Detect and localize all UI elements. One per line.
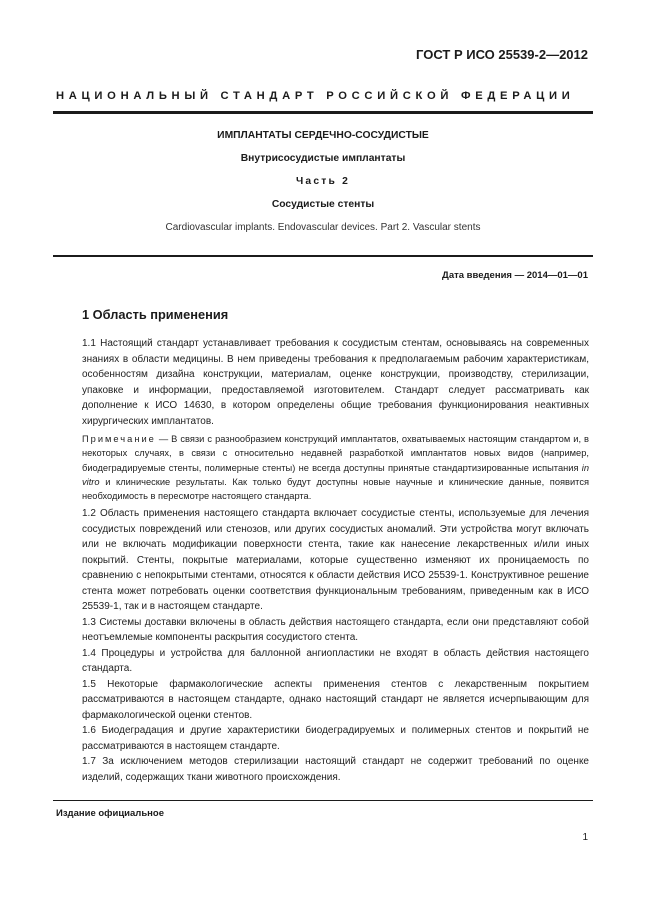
title-sub: Внутрисосудистые имплантаты	[240, 153, 406, 164]
title-english: Cardiovascular implants. Endovascular devices. Part 2. Vascular stents	[165, 222, 481, 233]
paragraph-1-2: 1.2 Область применения настоящего стандарта включает сосудистые стенты, используемые для лечения сосудистых повреждений или стенозов, или других сосудистых аномалий. Эти устройства могут включать или не включать модификации поверхности стента, такие как нанесение лекарственных и/или иных покрытий. Стенты, покрытые материалами, которые существенно изменяют их проницаемость по сравнению с непокрытыми стентами, относятся к области действия ИСО 25539-1. Конструктивное решение стента может потребовать оценки соответствия функциональным требованиям, приведенным как в ИСО 25539-1, так и в настоящем стандарте.	[82, 508, 589, 613]
paragraph-1-7: 1.7 За исключением методов стерилизации настоящий стандарт не содержит требований по оценке изделий, содержащих ткани животного происхождения.	[82, 756, 589, 783]
paragraph-1-1	[82, 336, 589, 429]
publication-label: Издание официальное	[56, 808, 164, 819]
date-of-introduction: Дата введения — 2014—01—01	[442, 270, 588, 281]
header-rule	[53, 111, 593, 114]
section-heading: 1 Область применения	[82, 307, 229, 322]
note-italic: in vitro	[82, 462, 589, 487]
paragraph-1-5: 1.5 Некоторые фармакологические аспекты применения стентов с лекарственным покрытием рассматриваются в настоящем стандарте, однако настоящий стандарт не является исчерпывающим для фармакологической оценки стентов.	[82, 678, 589, 721]
paragraph-1-4: 1.4 Процедуры и устройства для баллонной ангиопластики не входят в область действия настоящего стандарта.	[82, 647, 589, 675]
standard-code: ГОСТ Р ИСО 25539-2—2012	[416, 47, 588, 62]
note	[82, 432, 589, 503]
paragraph-1-1-text: 1.1 Настоящий стандарт устанавливает требования к сосудистым стентам, основываясь на современных знаниях в области медицины. В нем приведены требования к предполагаемым рабочим характеристикам, особенностям дизайна конструкции, материалам, оценке конструкции, производству, стерилизации, упаковке и информации, предоставляемой изготовителем. Стандарт следует рассматривать как дополнение к ИСО 14630, в котором определены общие требования функционирования неактивных хирургических имплантатов.	[82, 338, 589, 427]
page-number: 1	[582, 832, 588, 843]
title-rule	[53, 255, 593, 257]
note-text-b: и клинические результаты. Как только будут доступны новые научные и клинические данные, появится необходимость в пересмотре настоящего стандарта.	[82, 476, 589, 502]
title-main: ИМПЛАНТАТЫ СЕРДЕЧНО-СОСУДИСТЫЕ	[217, 130, 429, 141]
title-part-name: Сосудистые стенты	[271, 199, 375, 210]
paragraph-1-3: 1.3 Системы доставки включены в область действия настоящего стандарта, если они представляют собой неотъемлемые компоненты раскрытия сосудистого стента.	[82, 616, 589, 644]
section-body	[82, 336, 589, 785]
national-standard-banner: НАЦИОНАЛЬНЫЙ СТАНДАРТ РОССИЙСКОЙ ФЕДЕРАЦИИ	[56, 90, 575, 102]
note-label: Примечание	[82, 434, 156, 444]
title-part: Часть 2	[295, 176, 351, 187]
paragraph-1-6: 1.6 Биодеградация и другие характеристики биодеградируемых и полимерных стентов и покрытий не рассматриваются в настоящем стандарте.	[82, 725, 589, 752]
note-text-a: — В связи с разнообразием конструкций имплантатов, охватываемых настоящим стандартом и, в некоторых случаях, в связи с относительно недавней разработкой имплантатов новых видов (например, биодеградируемые стенты, полимерные стенты) не всегда доступны принятые стандартизированные испытания	[82, 434, 589, 473]
footer-rule	[53, 800, 593, 801]
